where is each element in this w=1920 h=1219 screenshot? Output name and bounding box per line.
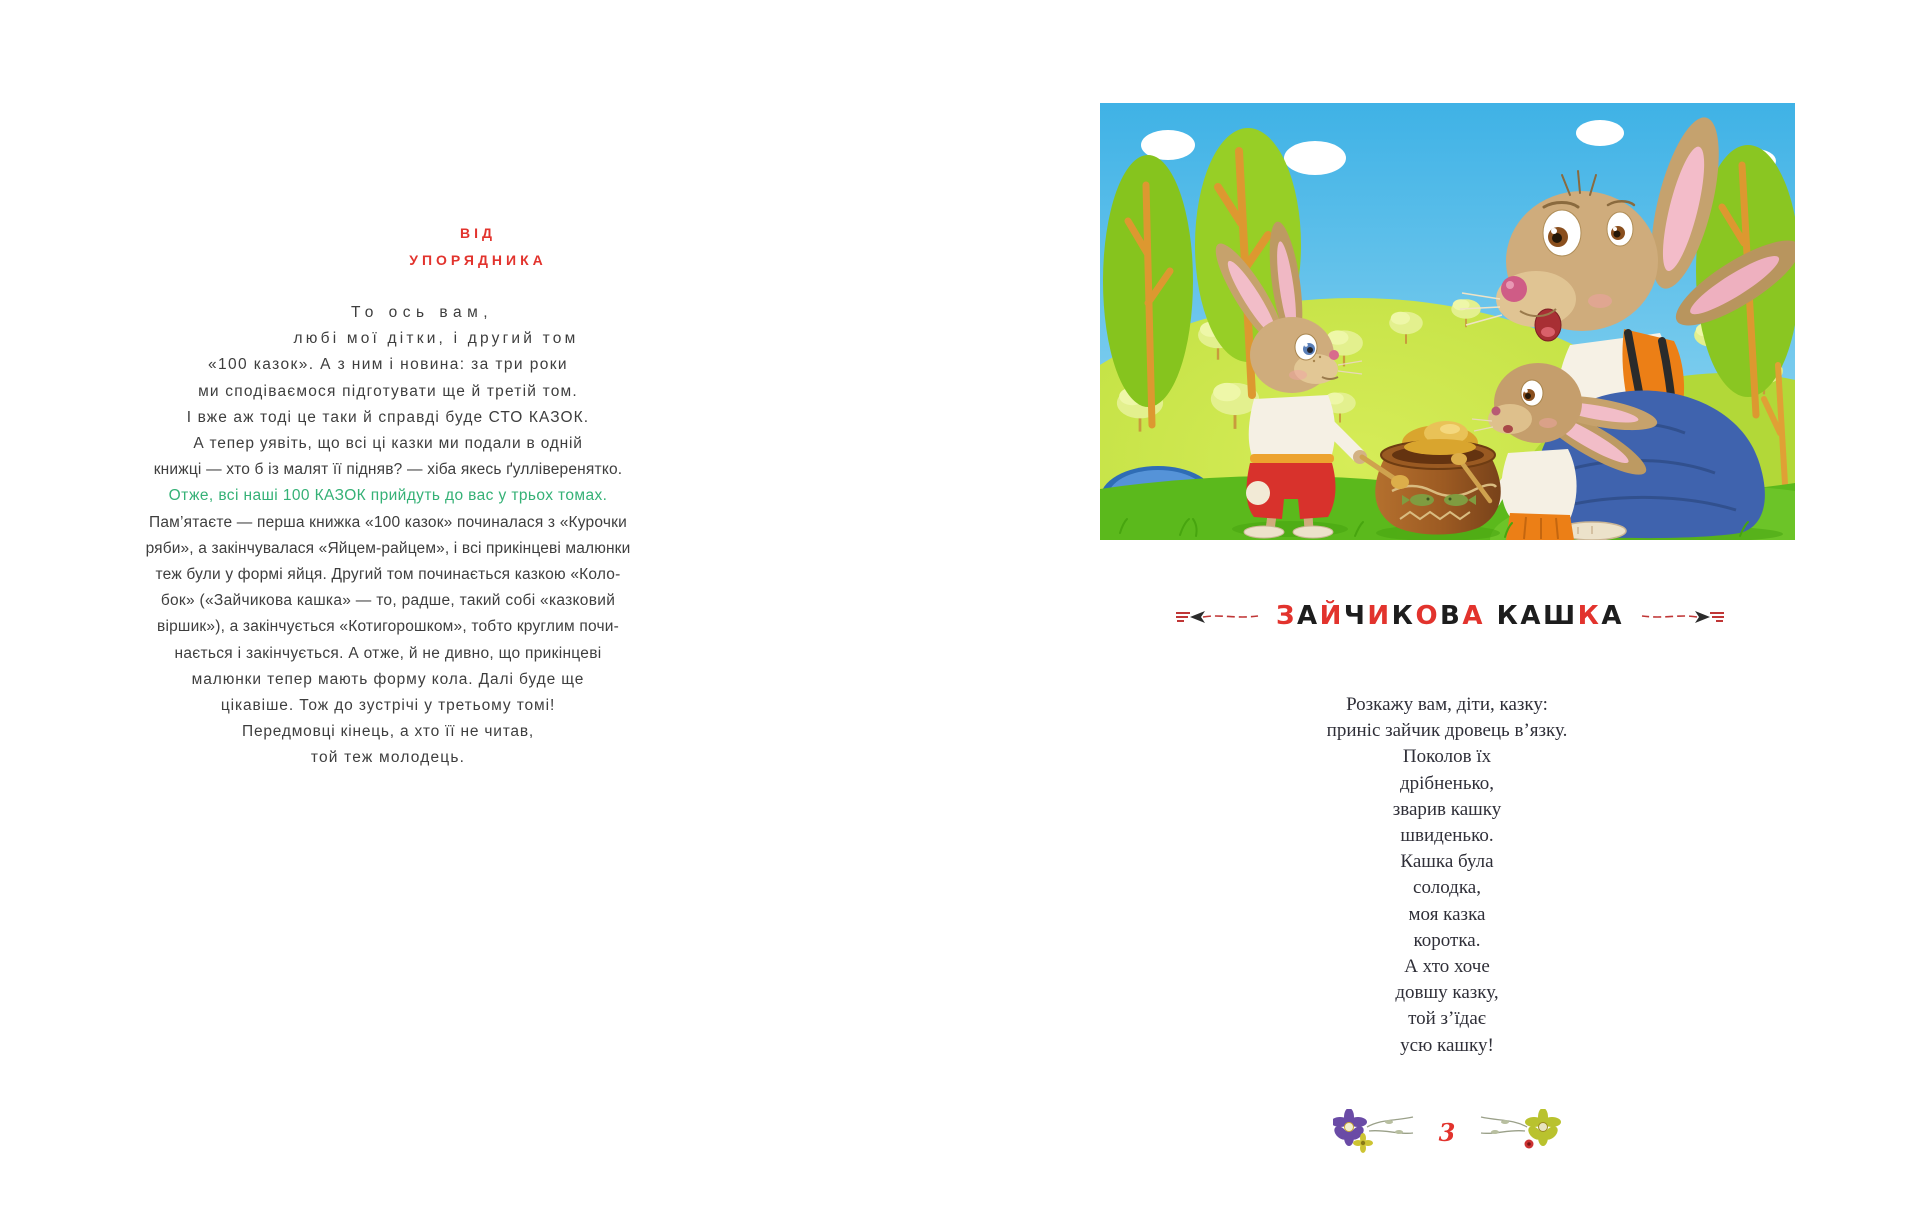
- poem-line: той з’їдає: [1408, 1008, 1486, 1030]
- story-title-letter: К: [1577, 601, 1602, 631]
- foreword-line: книжці — хто б із малят її підняв? — хіба якесь ґулліверенятко.: [153, 461, 623, 479]
- story-title-letter: А: [1520, 601, 1543, 631]
- story-title-letter: А: [1601, 601, 1624, 631]
- foreword-line: Пам’ятаєте — перша книжка «100 казок» починалася з «Курочки: [149, 513, 627, 531]
- foreword-line: бок» («Зайчикова кашка» — то, радше, такий собі «казковий: [160, 592, 616, 610]
- flower-ornament-right-icon: [1477, 1109, 1561, 1155]
- foreword-line: малюнки тепер мають форму кола. Далі буде ще: [191, 670, 585, 688]
- foreword-line: той теж молодець.: [310, 749, 466, 767]
- foreword-line: Отже, всі наші 100 КАЗОК прийдуть до вас у трьох томах.: [168, 487, 608, 505]
- poem-line: коротка.: [1413, 929, 1481, 951]
- foreword-line: А тепер уявіть, що всі ці казки ми подали в одній: [193, 435, 583, 453]
- story-title-letter: О: [1415, 601, 1441, 631]
- foreword-line: теж були у формі яйця. Другий том починається казкою «Коло-: [155, 566, 621, 584]
- foreword-line: ми сподіваємося підготувати ще й третій том.: [198, 382, 578, 400]
- foreword-line: любі мої дітки, і другий том: [293, 330, 579, 348]
- story-title-row: [1160, 598, 1740, 634]
- foreword-line: «100 казок». А з ним і новина: за три роки: [208, 356, 568, 374]
- flourish-left-icon: [1174, 607, 1260, 625]
- foreword-heading-line2: УПОРЯДНИКА: [409, 252, 547, 268]
- poem-line: довшу казку,: [1395, 982, 1499, 1004]
- poem-line: приніс зайчик дровець в’язку.: [1326, 720, 1568, 742]
- foreword-line: ряби», а закінчувалася «Яйцем-райцем», і всі прикінцеві малюнки: [145, 539, 631, 557]
- story-title-letter: Ш: [1542, 601, 1578, 631]
- poem-line: моя казка: [1408, 903, 1486, 925]
- poem-line: дрібненько,: [1399, 772, 1495, 794]
- poem-line: Поколов їх: [1402, 746, 1492, 768]
- story-title-letter: И: [1367, 601, 1392, 631]
- foreword-line: цікавіше. Тож до зустрічі у третьому томі!: [220, 697, 556, 715]
- poem-line: Розкажу вам, діти, казку:: [1346, 694, 1548, 715]
- poem-line: зварив кашку: [1392, 798, 1502, 820]
- story-title-letter: А: [1297, 601, 1320, 631]
- foreword-line: І вже аж тоді це таки й справді буде СТО КАЗОК.: [186, 408, 590, 426]
- story-title-letter: [1485, 601, 1497, 631]
- poem-line: Кашка була: [1400, 851, 1494, 873]
- story-title-letter: К: [1391, 601, 1416, 631]
- story-title-letter: Й: [1319, 601, 1344, 631]
- foreword-paragraph: [78, 300, 698, 772]
- story-title: [1276, 601, 1624, 631]
- foreword-line: нається і закінчується. А отже, й не дивно, що прикінцеві: [174, 644, 602, 662]
- foreword-line: То ось вам,: [350, 304, 494, 321]
- flower-ornament-left-icon: [1333, 1109, 1417, 1155]
- poem-line: усю кашку!: [1400, 1034, 1494, 1056]
- foreword-heading-line1: ВІД: [460, 225, 496, 241]
- poem-line: швиденько.: [1400, 825, 1494, 847]
- story-title-letter: З: [1276, 601, 1297, 631]
- page-footer: [1297, 1108, 1597, 1156]
- foreword-heading: [168, 220, 788, 274]
- story-title-letter: А: [1462, 601, 1485, 631]
- page-number: 3: [1438, 1117, 1456, 1147]
- foreword-line: віршик»), а закінчується «Котигорошком», тобто круглим почи-: [157, 618, 619, 636]
- illustration: [1100, 103, 1795, 540]
- poem-line: солодка,: [1413, 877, 1481, 899]
- poem: [1147, 692, 1747, 1059]
- story-title-letter: В: [1440, 601, 1463, 631]
- poem-line: А хто хоче: [1404, 956, 1490, 978]
- foreword-line: Передмовці кінець, а хто її не читав,: [242, 723, 534, 741]
- story-title-letter: К: [1496, 601, 1521, 631]
- rabbits-porridge-illustration: [1100, 103, 1795, 540]
- story-title-letter: Ч: [1343, 601, 1368, 631]
- flourish-right-icon: [1640, 607, 1726, 625]
